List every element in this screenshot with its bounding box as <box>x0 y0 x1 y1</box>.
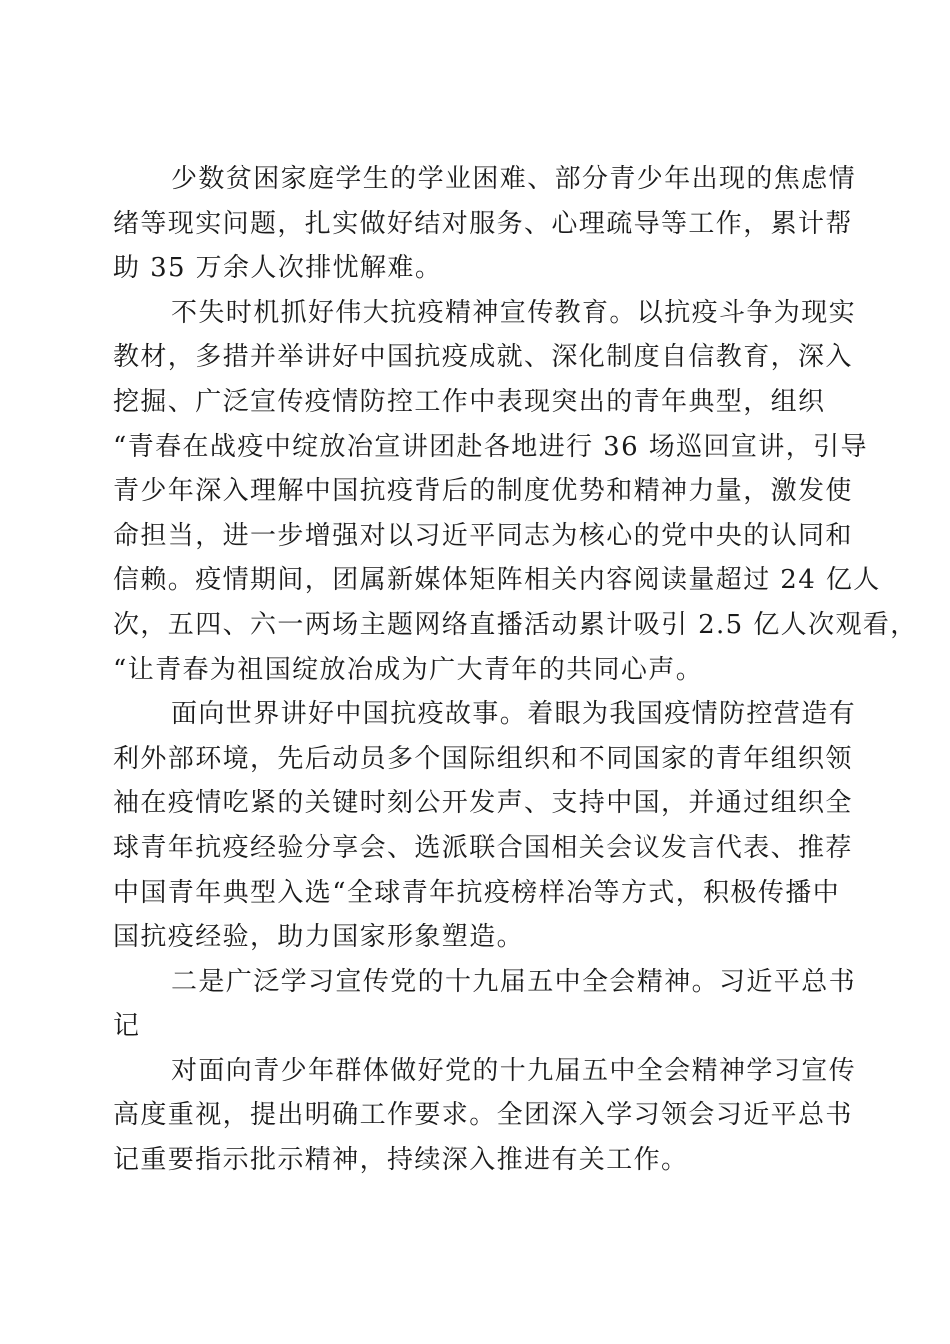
text-line: “青春在战疫中绽放冶宣讲团赴各地进行 36 场巡回宣讲，引导 <box>113 431 868 462</box>
text-line: 球青年抗疫经验分享会、选派联合国相关会议发言代表、推荐 <box>113 832 853 863</box>
text-line: 中国青年典型入选“全球青年抗疫榜样冶等方式，积极传播中 <box>113 877 841 908</box>
text-line: “让青春为祖国绽放冶成为广大青年的共同心声。 <box>113 654 704 685</box>
text-line: 教材，多措并举讲好中国抗疫成就、深化制度自信教育，深入 <box>113 342 853 373</box>
text-line: 对面向青少年群体做好党的十九届五中全会精神学习宣传 <box>171 1055 857 1086</box>
text-line: 助 35 万余人次排忧解难。 <box>113 253 443 284</box>
text-line: 不失时机抓好伟大抗疫精神宣传教育。以抗疫斗争为现实 <box>171 297 857 328</box>
paragraph-1 <box>113 157 857 291</box>
text-line: 面向世界讲好中国抗疫故事。着眼为我国疫情防控营造有 <box>171 699 857 730</box>
text-line: 次，五四、六一两场主题网络直播活动累计吸引 2.5 亿人次观看， <box>113 609 918 640</box>
text-line: 记重要指示批示精神，持续深入推进有关工作。 <box>113 1145 689 1176</box>
text-line: 高度重视，提出明确工作要求。全团深入学习领会习近平总书 <box>113 1100 853 1131</box>
text-line: 青少年深入理解中国抗疫背后的制度优势和精神力量，激发使 <box>113 476 853 507</box>
paragraph-3 <box>113 692 857 960</box>
paragraph-4 <box>113 960 857 1049</box>
text-line: 信赖。疫情期间，团属新媒体矩阵相关内容阅读量超过 24 亿人 <box>113 565 881 596</box>
text-line: 绪等现实问题，扎实做好结对服务、心理疏导等工作，累计帮 <box>113 208 853 239</box>
text-line: 二是广泛学习宣传党的十九届五中全会精神。习近平总书 <box>171 966 857 997</box>
document-body <box>113 157 918 1183</box>
text-line: 记 <box>113 1011 141 1042</box>
text-line: 袖在疫情吃紧的关键时刻公开发声、支持中国，并通过组织全 <box>113 788 853 819</box>
text-line: 国抗疫经验，助力国家形象塑造。 <box>113 922 525 953</box>
text-line: 利外部环境，先后动员多个国际组织和不同国家的青年组织领 <box>113 743 853 774</box>
paragraph-2 <box>113 291 918 692</box>
text-line: 少数贫困家庭学生的学业困难、部分青少年出现的焦虑情 <box>171 164 857 194</box>
text-line: 命担当，进一步增强对以习近平同志为核心的党中央的认同和 <box>113 520 853 551</box>
text-line: 挖掘、广泛宣传疫情防控工作中表现突出的青年典型，组织 <box>113 386 826 417</box>
paragraph-5 <box>113 1049 857 1183</box>
